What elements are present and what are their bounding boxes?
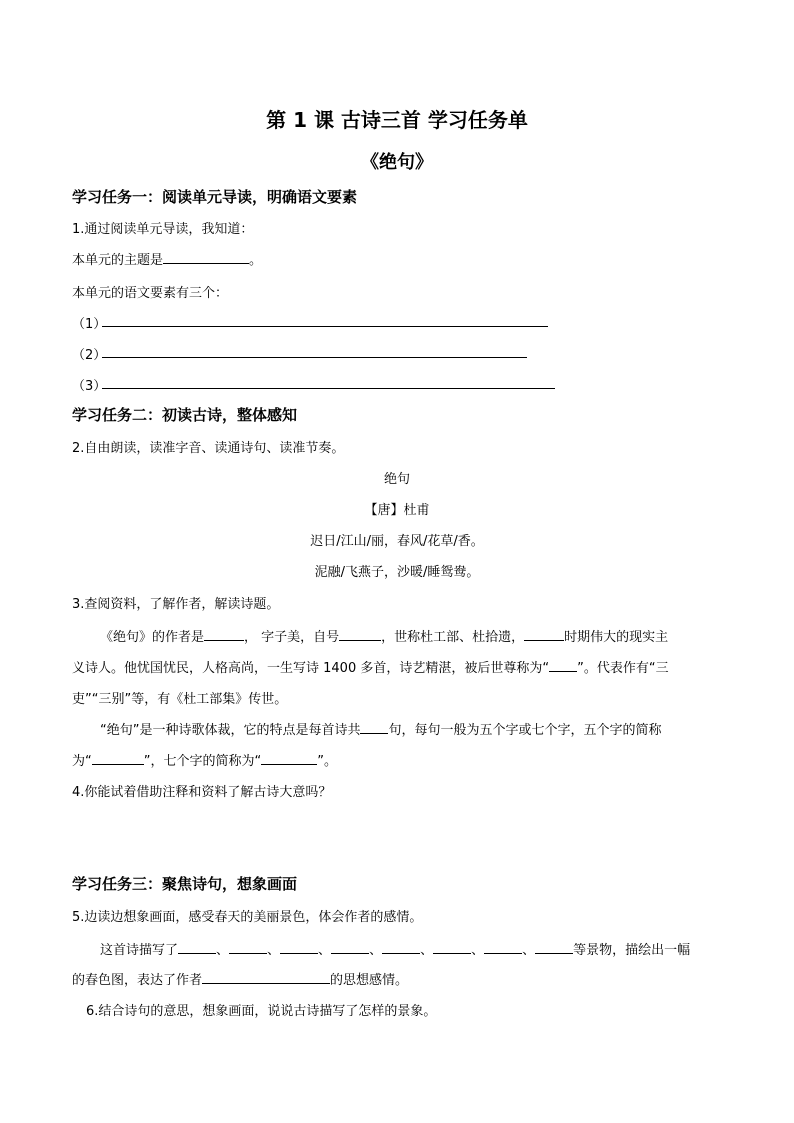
poem-line-1: 迟日/江山/丽，春风/花草/香。 [310, 534, 484, 549]
author-para-line-1: 《绝句》的作者是 ， 字子美，自号 ，世称杜工部、杜拾遗， 时期伟大的现实主 [100, 630, 669, 645]
poem-name: 绝句 [383, 472, 410, 487]
poem-line-2: 泥融/飞燕子，沙暖/睡鸳鸯。 [314, 565, 480, 580]
jueju-para-line-1: “绝句”是一种诗歌体裁，它的特点是每首诗共 句，每句一般为五个字或七个字，五个字的简称 [100, 723, 662, 738]
author-blank[interactable] [204, 628, 244, 641]
task3-heading: 学习任务三：聚焦诗句，想象画面 [72, 875, 298, 893]
theme-prefix: 本单元的主题是 [72, 253, 164, 268]
elements-intro: 本单元的语文要素有三个： [72, 286, 229, 301]
author-para-line-2: 义诗人。他忧国忧民，人格高尚，一生写诗 1400 多首，诗艺精湛，被后世尊称为“ ”。代表作有“三 [72, 661, 669, 676]
question-5: 5.边读边想象画面，感受春天的美丽景色，体会作者的感情。 [72, 910, 423, 925]
pen-name-blank[interactable] [339, 628, 381, 641]
task1-heading: 学习任务一：阅读单元导读，明确语文要素 [72, 188, 358, 206]
element-item-3-label: （3） [72, 379, 107, 394]
unit-theme-line [72, 249, 262, 268]
element-item-2-label: （2） [72, 348, 107, 363]
scenery-blank-6[interactable] [433, 941, 471, 954]
scenery-blank-2[interactable] [229, 941, 267, 954]
element-item-1-label: （1） [72, 317, 107, 332]
page-title: 第 1 课 古诗三首 学习任务单 [266, 108, 528, 132]
feeling-blank[interactable] [202, 971, 330, 984]
poem-author: 【唐】杜甫 [364, 503, 430, 518]
question-3: 3.查阅资料，了解作者，解读诗题。 [72, 597, 280, 612]
author-para-line-3: 吏”“三别”等，有《杜工部集》传世。 [72, 692, 288, 707]
honorific-blank[interactable] [549, 659, 577, 672]
five-char-name-blank[interactable] [92, 752, 144, 765]
task2-heading: 学习任务二：初读古诗，整体感知 [72, 406, 298, 424]
poem-title-heading: 《绝句》 [361, 152, 433, 173]
scenery-blank-8[interactable] [535, 941, 573, 954]
dynasty-blank[interactable] [524, 628, 564, 641]
scenery-blank-5[interactable] [382, 941, 420, 954]
question-4: 4.你能试着借助注释和资料了解古诗大意吗？ [72, 785, 332, 800]
question-6: 6.结合诗句的意思，想象画面，说说古诗描写了怎样的景象。 [86, 1004, 437, 1019]
theme-blank[interactable] [163, 251, 249, 264]
question-2: 2.自由朗读，读准字音、读通诗句、读准节奏。 [72, 441, 345, 456]
scenery-blank-7[interactable] [484, 941, 522, 954]
element-item-2-blank[interactable] [102, 357, 527, 358]
line-count-blank[interactable] [360, 721, 388, 734]
theme-suffix: 。 [249, 253, 263, 268]
scenery-blank-4[interactable] [331, 941, 369, 954]
scenery-blank-1[interactable] [178, 941, 216, 954]
scenery-blank-3[interactable] [280, 941, 318, 954]
question-1: 1.通过阅读单元导读，我知道： [72, 222, 254, 237]
element-item-3-blank[interactable] [102, 388, 555, 389]
element-item-1-blank[interactable] [102, 326, 548, 327]
scenery-para-line-2: 的春色图，表达了作者 的思想感情。 [72, 973, 409, 988]
seven-char-name-blank[interactable] [261, 752, 317, 765]
jueju-para-line-2: 为“ ”，七个字的简称为“ ”。 [72, 754, 337, 769]
scenery-para-line-1: 这首诗描写了 、 、 、 、 、 、 、 等景物，描绘出一幅 [100, 943, 691, 958]
